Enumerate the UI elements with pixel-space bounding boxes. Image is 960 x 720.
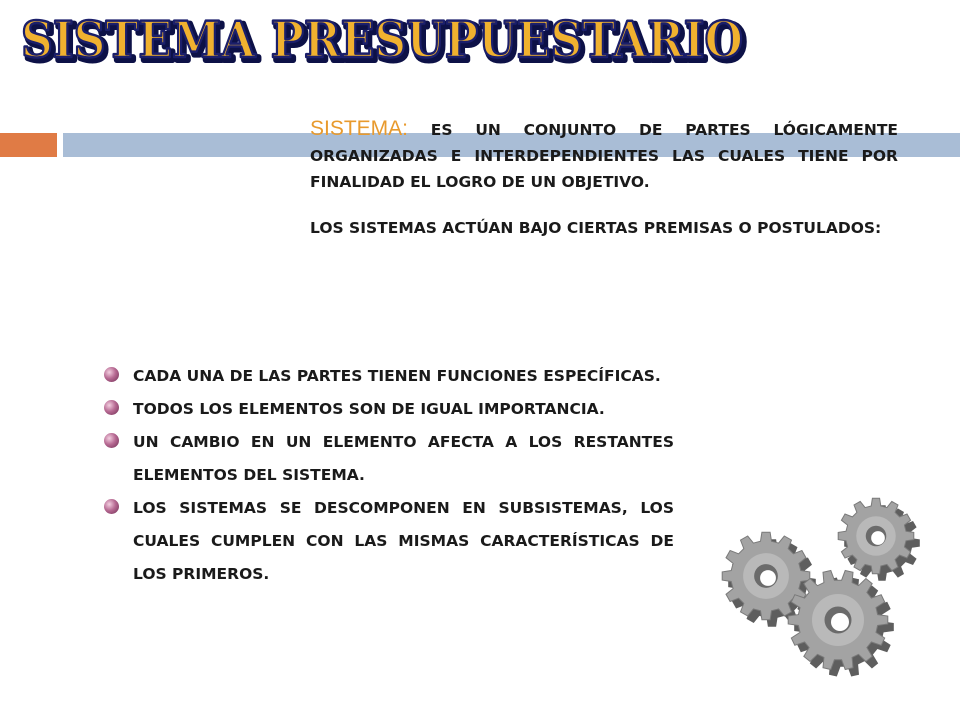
definition-text: ES UN CONJUNTO DE PARTES LÓGICAMENTE ORGANIZADAS E INTERDEPENDIENTES LAS CUALES TIENE POR FINALIDAD EL LOGRO DE UN OBJETIVO. <box>310 121 898 191</box>
list-item <box>104 393 674 426</box>
gears-illustration <box>712 492 960 682</box>
definition-term: SISTEMA: <box>310 117 409 140</box>
purple-sphere-icon <box>104 367 119 382</box>
premise-paragraph: LOS SISTEMAS ACTÚAN BAJO CIERTAS PREMISAS O POSTULADOS: <box>310 219 882 237</box>
list-item <box>104 492 674 591</box>
slide-title-shadow: SISTEMA PRESUPUESTARIO <box>24 13 746 72</box>
list-item-text: LOS SISTEMAS SE DESCOMPONEN EN SUBSISTEMAS, LOS CUALES CUMPLEN CON LAS MISMAS CARACTERÍSTICAS DE LOS PRIMEROS. <box>133 499 674 583</box>
list-item-text: UN CAMBIO EN UN ELEMENTO AFECTA A LOS RESTANTES ELEMENTOS DEL SISTEMA. <box>133 433 674 484</box>
list-item <box>104 360 674 393</box>
purple-sphere-icon <box>104 400 119 415</box>
gears-icon <box>712 492 960 682</box>
list-item-text: CADA UNA DE LAS PARTES TIENEN FUNCIONES ESPECÍFICAS. <box>133 367 661 385</box>
list-item <box>104 426 674 492</box>
purple-sphere-icon <box>104 433 119 448</box>
intro-block <box>310 116 898 241</box>
accent-bar-orange <box>0 133 57 157</box>
postulates-list <box>104 360 674 591</box>
gear-small <box>838 498 920 581</box>
slide-title <box>18 2 758 72</box>
list-item-text: TODOS LOS ELEMENTOS SON DE IGUAL IMPORTANCIA. <box>133 400 605 418</box>
purple-sphere-icon <box>104 499 119 514</box>
definition-paragraph <box>310 116 898 195</box>
slide-title-art <box>18 2 758 72</box>
slide-title-text: SISTEMA PRESUPUESTARIO <box>21 10 743 69</box>
